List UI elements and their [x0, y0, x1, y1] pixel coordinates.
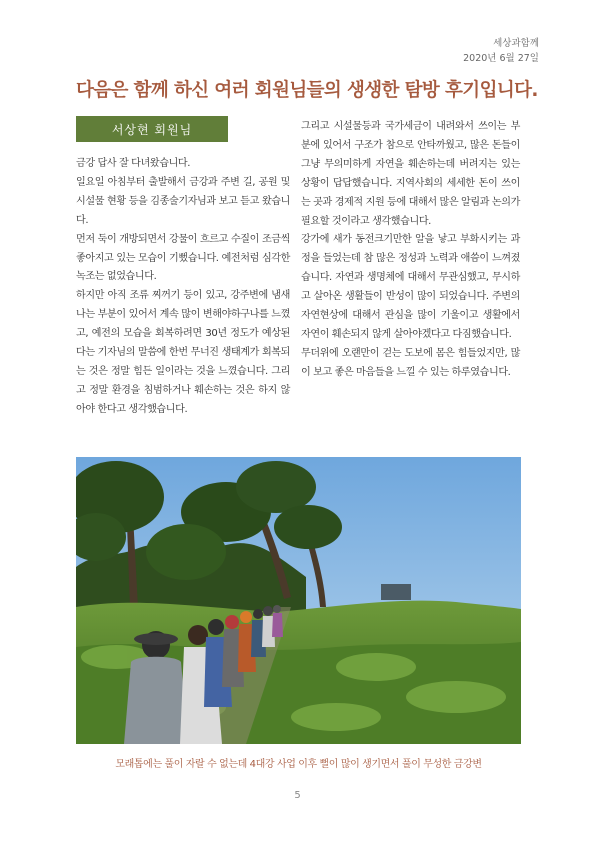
publication-date: 2020년 6월 27일 — [463, 53, 539, 64]
paragraph: 무더위에 오랜만이 걷는 도보에 몸은 힘들었지만, 많이 보고 좋은 마음들을 느낄 수 있는 하루였습니다. — [301, 347, 520, 378]
page-number: 5 — [294, 790, 301, 801]
right-text-column — [301, 118, 520, 383]
photo-caption: 모래톱에는 풀이 자랄 수 없는데 4대강 사업 이후 뻘이 많이 생기면서 풀이 무성한 금강변 — [115, 759, 482, 770]
paragraph: 하지만 아직 조류 찌꺼기 등이 있고, 강주변에 냄새나는 부분이 있어서 계속 많이 변해야하구나를 느꼈고, 예전의 모습을 회복하려면 30년 정도가 예상된다는 기자님의 말씀에 한번 무너진 생태계가 회복되는 것은 정말 힘든 일이라는 것을 느꼈습니다. 그리고 정말 환경을 침범하거나 훼손하는 것은 하지 않아야 한다고 생각했습니다. — [76, 290, 290, 415]
hiking-group-photo — [76, 457, 521, 744]
paragraph: 금강 답사 잘 다녀왔습니다. — [76, 158, 191, 169]
paragraph: 일요일 아침부터 출발해서 금강과 주변 길, 공원 및 시설물 현황 등을 김종술기자님과 보고 듣고 왔습니다. — [76, 176, 290, 226]
author-name: 서상현 회원님 — [111, 122, 193, 137]
author-label-box — [76, 116, 228, 142]
left-text-column — [76, 155, 290, 420]
paragraph: 강가에 새가 동전크기만한 알을 낳고 부화시키는 과정을 들었는데 참 많은 정성과 노력과 애씀이 느껴졌습니다. 자연과 생명체에 대해서 무관심했고, 무시하고 살아온 생활들이 반성이 많이 되었습니다. 주변의 자연현상에 대해서 관심을 많이 기울이고 생활에서 자연이 훼손되지 않게 살아야겠다고 다짐했습니다. — [301, 234, 520, 340]
publication-name: 세상과함께 — [493, 38, 539, 49]
page-title: 다음은 함께 하신 여러 회원님들의 생생한 탐방 후기입니다. — [76, 80, 538, 101]
paragraph: 먼저 둑이 개방되면서 강물이 흐르고 수질이 조금씩 좋아지고 있는 모습이 기뻤습니다. 예전처럼 심각한 녹조는 없었습니다. — [76, 233, 290, 283]
paragraph: 그리고 시설물등과 국가세금이 내려와서 쓰이는 부분에 있어서 구조가 참으로 안타까웠고, 많은 돈들이 그냥 무의미하게 자연을 훼손하는데 버려지는 있는 상황이 답답했습니다. 지역사회의 세세한 돈이 쓰이는 곳과 경제적 지원 등에 대해서 많은 알림과 논의가 필요할 것이라고 생각했습니다. — [301, 121, 520, 227]
